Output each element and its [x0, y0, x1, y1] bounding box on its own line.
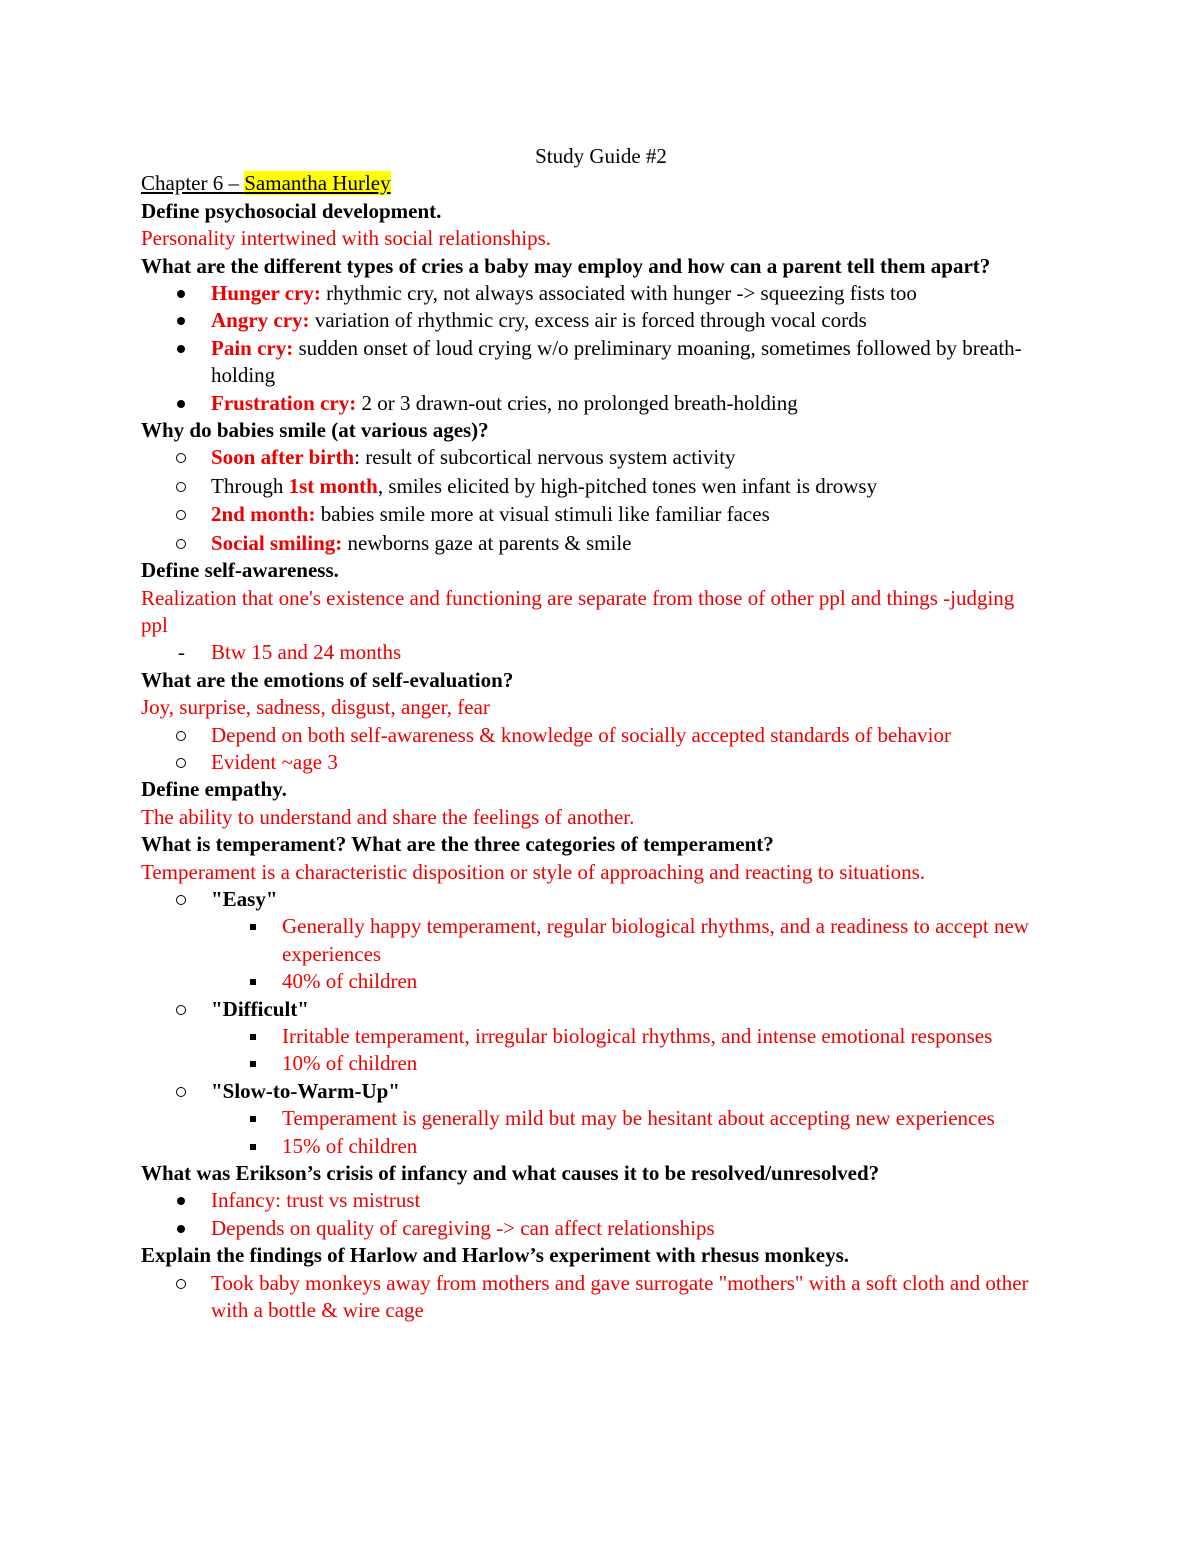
list-item: [141, 390, 1061, 417]
item-text: 15% of children: [282, 1133, 418, 1158]
list-item: [141, 530, 1061, 557]
category-easy: [141, 886, 1061, 913]
list-item: [141, 1133, 1061, 1160]
question-empathy: Define empathy.: [141, 777, 287, 802]
list-item: [141, 335, 1061, 390]
item-term: Soon after birth: [211, 445, 355, 470]
square-bullet-icon: [250, 1034, 256, 1040]
question-psychosocial: Define psychosocial development.: [141, 198, 442, 223]
bullet-icon: [177, 400, 185, 408]
category-slow-to-warm-up: [141, 1078, 1061, 1105]
item-text: variation of rhythmic cry, excess air is forced through vocal cords: [309, 308, 867, 333]
chapter-heading: [141, 170, 1061, 197]
item-text: 40% of children: [282, 969, 418, 994]
item-text: Evident ~age 3: [211, 749, 338, 774]
bullet-icon: [177, 1197, 185, 1205]
question-erikson: What was Erikson’s crisis of infancy and what causes it to be resolved/unresolved?: [141, 1161, 880, 1186]
list-item: [141, 444, 1061, 471]
category-name: "Easy": [211, 886, 278, 911]
square-bullet-icon: [250, 1116, 256, 1122]
circle-bullet-icon: [176, 1087, 186, 1097]
circle-bullet-icon: [176, 539, 186, 549]
question-temperament: What is temperament? What are the three categories of temperament?: [141, 832, 774, 857]
category-difficult: [141, 996, 1061, 1023]
dash-bullet-icon: -: [178, 640, 185, 665]
square-bullet-icon: [250, 979, 256, 985]
category-name: "Slow-to-Warm-Up": [211, 1078, 400, 1103]
item-text: Depends on quality of caregiving -> can affect relationships: [211, 1215, 715, 1240]
item-text: 2 or 3 drawn-out cries, no prolonged breath-holding: [356, 390, 798, 415]
answer-empathy: The ability to understand and share the feelings of another.: [141, 804, 635, 829]
list-item: [141, 1105, 1061, 1132]
item-text: rhythmic cry, not always associated with hunger -> squeezing fists too: [320, 281, 917, 306]
item-term: Social smiling:: [211, 530, 343, 555]
bullet-icon: [177, 290, 185, 298]
list-item: [141, 1270, 1061, 1325]
question-harlow: Explain the findings of Harlow and Harlow’s experiment with rhesus monkeys.: [141, 1243, 850, 1268]
item-text: Temperament is generally mild but may be hesitant about accepting new experiences: [282, 1106, 995, 1131]
list-item: [141, 1215, 1061, 1242]
list-item: [141, 501, 1061, 528]
item-text: Infancy: trust vs mistrust: [211, 1188, 421, 1213]
question-smile: Why do babies smile (at various ages)?: [141, 418, 489, 443]
bullet-icon: [177, 345, 185, 353]
question-self-evaluation: What are the emotions of self-evaluation?: [141, 667, 514, 692]
item-term: 1st month: [288, 473, 378, 498]
list-item: [141, 639, 1061, 666]
circle-bullet-icon: [176, 1279, 186, 1289]
question-self-awareness: Define self-awareness.: [141, 558, 339, 583]
list-item: [141, 473, 1061, 500]
square-bullet-icon: [250, 1061, 256, 1067]
item-text: : result of subcortical nervous system activity: [354, 445, 736, 470]
item-text: Generally happy temperament, regular biological rhythms, and a readiness to accept new experiences: [282, 914, 1029, 966]
list-item: [141, 749, 1061, 776]
bullet-icon: [177, 317, 185, 325]
item-term: Pain cry:: [211, 335, 294, 360]
list-item: [141, 1023, 1061, 1050]
item-prefix: Through: [211, 473, 289, 498]
list-item: [141, 307, 1061, 334]
circle-bullet-icon: [176, 731, 186, 741]
item-text: , smiles elicited by high-pitched tones wen infant is drowsy: [377, 473, 878, 498]
answer-temperament: Temperament is a characteristic disposition or style of approaching and reacting to situations.: [141, 859, 926, 884]
item-term: 2nd month:: [211, 502, 316, 527]
list-item: [141, 913, 1061, 968]
square-bullet-icon: [250, 924, 256, 930]
item-text: Irritable temperament, irregular biological rhythms, and intense emotional responses: [282, 1024, 993, 1048]
item-text: sudden onset of loud crying w/o preliminary moaning, sometimes followed by breath-holding: [211, 335, 1022, 388]
item-text: Btw 15 and 24 months: [211, 640, 402, 665]
answer-self-evaluation: Joy, surprise, sadness, disgust, anger, fear: [141, 695, 490, 720]
chapter-author: Samantha Hurley: [244, 171, 391, 196]
bullet-icon: [177, 1225, 185, 1233]
circle-bullet-icon: [176, 453, 186, 463]
list-item: [141, 722, 1061, 749]
document-content: [141, 143, 1061, 1324]
page-title: Study Guide #2: [535, 144, 667, 168]
item-term: Angry cry:: [211, 308, 310, 333]
item-text: 10% of children: [282, 1051, 418, 1076]
answer-self-awareness: Realization that one's existence and functioning are separate from those of other ppl and things -judging ppl: [141, 585, 1015, 637]
circle-bullet-icon: [176, 482, 186, 492]
list-item: [141, 280, 1061, 307]
list-item: [141, 1050, 1061, 1077]
question-cries: What are the different types of cries a baby may employ and how can a parent tell them apart?: [141, 253, 991, 278]
circle-bullet-icon: [176, 510, 186, 520]
list-item: [141, 968, 1061, 995]
square-bullet-icon: [250, 1144, 256, 1150]
circle-bullet-icon: [176, 895, 186, 905]
item-term: Hunger cry:: [211, 281, 321, 306]
list-item: [141, 1187, 1061, 1214]
circle-bullet-icon: [176, 1005, 186, 1015]
item-text: babies smile more at visual stimuli like familiar faces: [315, 502, 770, 527]
item-text: Depend on both self-awareness & knowledge of socially accepted standards of behavior: [211, 722, 951, 747]
chapter-prefix: Chapter 6 –: [141, 171, 245, 196]
answer-psychosocial: Personality intertwined with social relationships.: [141, 226, 552, 251]
circle-bullet-icon: [176, 758, 186, 768]
category-name: "Difficult": [211, 996, 309, 1021]
item-text: newborns gaze at parents & smile: [342, 530, 632, 555]
item-text: Took baby monkeys away from mothers and gave surrogate "mothers" with a soft cloth and other with a bottle & wire cage: [211, 1270, 1029, 1323]
item-term: Frustration cry:: [211, 390, 357, 415]
